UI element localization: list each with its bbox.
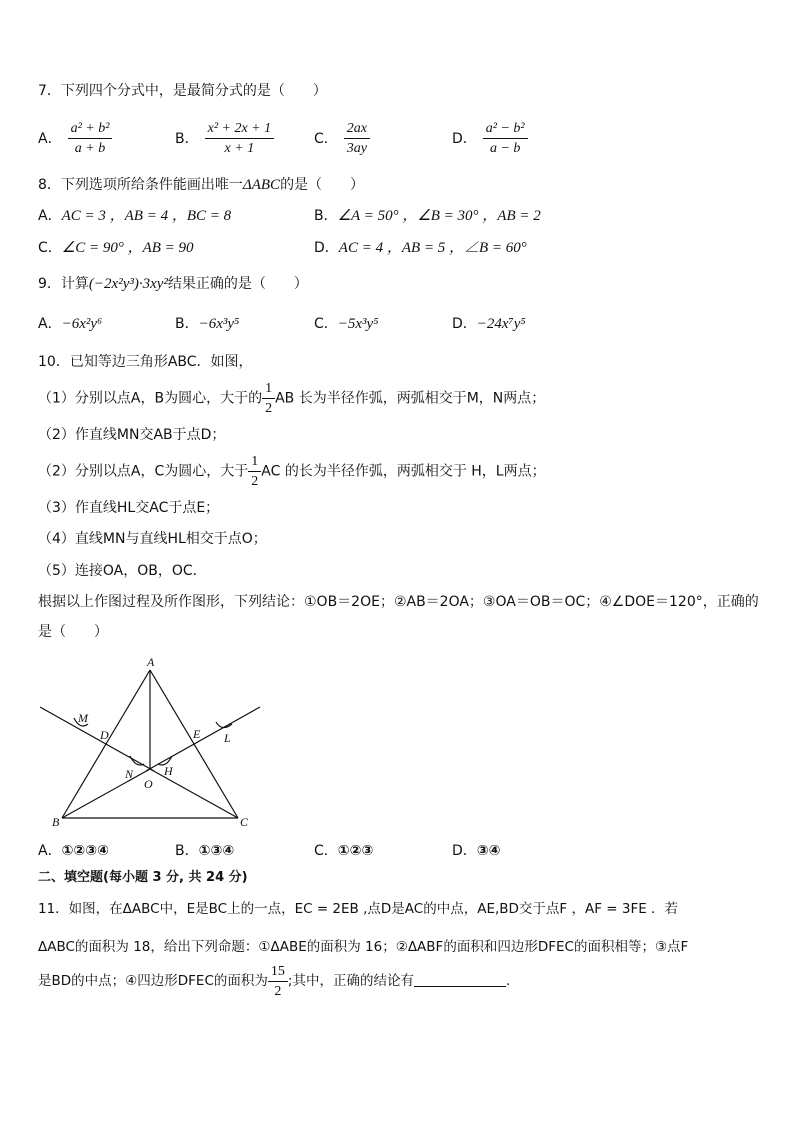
- q8-option-b[interactable]: [314, 206, 541, 226]
- option-label: C．: [314, 316, 338, 332]
- step-text: （1）分别以点A，B为圆心，大于的: [38, 390, 263, 407]
- denominator: 2: [251, 474, 259, 489]
- numerator: 15: [268, 963, 288, 982]
- q10-step-3: [38, 453, 546, 490]
- q11-line-1: 11．如图，在ΔABC中，E是BC上的一点，EC = 2EB ,点D是AC的中点，AE,BD交于点F ，AF = 3FE ．若: [38, 901, 679, 917]
- denominator: 2: [265, 401, 273, 416]
- fraction-half: [248, 453, 261, 490]
- option-text: −24x⁷y⁵: [476, 316, 526, 332]
- q11-text-end: .: [505, 973, 511, 989]
- q8-option-d[interactable]: [314, 238, 527, 258]
- q9-stem-math: (−2x²y³)·3xy²: [88, 276, 168, 292]
- q9-stem-prefix: 9．计算: [38, 276, 89, 292]
- option-label: C．: [38, 240, 62, 256]
- option-text: −6x²y⁶: [61, 316, 103, 332]
- q7-option-a[interactable]: [38, 118, 112, 158]
- line-hl: [146, 707, 260, 771]
- q9-stem: [38, 274, 308, 294]
- q8-stem: [38, 175, 364, 195]
- option-label: B．: [175, 316, 199, 332]
- step-text: （2）分别以点A，C为圆心，大于: [38, 463, 249, 480]
- label-e: E: [193, 727, 201, 741]
- option-label: A．: [38, 316, 62, 332]
- fraction: [344, 120, 370, 157]
- option-text: ①③④: [198, 843, 235, 859]
- fraction-half: [262, 380, 275, 417]
- q10-stem: 10．已知等边三角形ABC．如图，: [38, 354, 253, 370]
- option-text: ③④: [476, 843, 501, 859]
- q7-option-c[interactable]: [314, 118, 370, 158]
- q11-text: ;其中，正确的结论有: [287, 973, 414, 989]
- label-d: D: [100, 728, 109, 742]
- option-label: A．: [38, 208, 62, 224]
- numerator: a² − b²: [483, 120, 528, 139]
- q9-stem-suffix: 结果正确的是（ ）: [167, 276, 308, 292]
- q10-geometry-figure: [36, 652, 268, 832]
- option-text: ①②③④: [61, 843, 109, 859]
- line-mn: [40, 707, 154, 771]
- option-label: D．: [314, 240, 339, 256]
- label-m: M: [78, 711, 88, 725]
- q7-option-b[interactable]: [175, 118, 274, 158]
- option-label: C．: [314, 131, 338, 147]
- step-text: AC 的长为半径作弧，两弧相交于 H，L两点；: [261, 463, 546, 480]
- q11-text: 是BD的中点；④四边形DFEC的面积为: [38, 973, 268, 989]
- option-text: ①②③: [337, 843, 374, 859]
- option-label: C．: [314, 843, 338, 859]
- q11-line-3: [38, 962, 510, 1000]
- q10-conclusion-2: 是（ ）: [38, 624, 108, 640]
- q11-line-2: ΔABC的面积为 18，给出下列命题：①ΔABE的面积为 16；②ΔABF的面积和四边形DFEC的面积相等；③点F: [38, 939, 689, 955]
- q9-option-b[interactable]: [175, 314, 239, 334]
- numerator: a² + b²: [68, 120, 113, 139]
- option-label: D．: [452, 316, 477, 332]
- fraction: [205, 120, 275, 157]
- option-text: −5x³y⁵: [337, 316, 379, 332]
- numerator: 1: [262, 380, 275, 399]
- q7-stem: 7．下列四个分式中，是最简分式的是（ ）: [38, 83, 327, 99]
- answer-blank[interactable]: [414, 972, 506, 987]
- q7-option-d[interactable]: [452, 118, 528, 158]
- option-label: B．: [175, 131, 199, 147]
- q10-step-6: （5）连接OA，OB，OC．: [38, 563, 207, 579]
- denominator: 3ay: [346, 140, 367, 156]
- q8-stem-prefix: 8．下列选项所给条件能画出唯一: [38, 177, 243, 193]
- q9-option-a[interactable]: [38, 314, 102, 334]
- step-text: AB 长为半径作弧，两弧相交于M，N两点；: [275, 390, 546, 407]
- fraction-15-2: [268, 963, 288, 1000]
- q10-option-a[interactable]: [38, 841, 109, 861]
- label-n: N: [125, 767, 134, 781]
- option-label: D．: [452, 131, 477, 147]
- option-label: A．: [38, 843, 62, 859]
- option-label: B．: [175, 843, 199, 859]
- q10-option-c[interactable]: [314, 841, 373, 861]
- denominator: a − b: [489, 140, 521, 156]
- q10-conclusion: 根据以上作图过程及所作图形，下列结论：①OB＝2OE；②AB＝2OA；③OA＝OB＝OC；④∠DOE＝120°，正确的: [38, 594, 759, 610]
- numerator: 2ax: [344, 120, 370, 139]
- option-text: −6x³y⁵: [198, 316, 240, 332]
- q10-step-4: （3）作直线HL交AC于点E；: [38, 500, 220, 516]
- q9-option-d[interactable]: [452, 314, 526, 334]
- numerator: x² + 2x + 1: [205, 120, 275, 139]
- q8-stem-math: ΔABC: [242, 177, 281, 193]
- label-o: O: [144, 777, 153, 791]
- fraction: [483, 120, 528, 157]
- denominator: 2: [274, 983, 282, 999]
- fraction: [68, 120, 113, 157]
- q10-step-5: （4）直线MN与直线HL相交于点O；: [38, 531, 267, 547]
- label-a: A: [147, 655, 155, 669]
- denominator: x + 1: [224, 140, 255, 156]
- option-text: AC = 4 ，AB = 5 ，∠B = 60°: [338, 240, 527, 256]
- q10-option-b[interactable]: [175, 841, 234, 861]
- q8-stem-suffix: 的是（ ）: [280, 177, 365, 193]
- denominator: a + b: [74, 140, 106, 156]
- label-l: L: [224, 731, 231, 745]
- q8-option-c[interactable]: [38, 238, 194, 258]
- option-label: B．: [314, 208, 338, 224]
- label-c: C: [240, 815, 249, 829]
- numerator: 1: [248, 453, 261, 472]
- q7-options: [38, 118, 738, 158]
- option-label: D．: [452, 843, 477, 859]
- q8-option-a[interactable]: [38, 206, 231, 226]
- segment-ob: [62, 769, 150, 818]
- q10-option-d[interactable]: [452, 841, 501, 861]
- option-label: A．: [38, 131, 62, 147]
- option-text: AC = 3 ，AB = 4 ，BC = 8: [61, 208, 232, 224]
- q10-step-2: （2）作直线MN交AB于点D；: [38, 427, 226, 443]
- q10-step-1: [38, 380, 545, 417]
- option-text: ∠C = 90° ，AB = 90: [61, 240, 194, 256]
- label-h: H: [164, 764, 173, 778]
- option-text: ∠A = 50° ，∠B = 30° ，AB = 2: [337, 208, 541, 224]
- q9-option-c[interactable]: [314, 314, 378, 334]
- section-2-title: 二、填空题(每小题 3 分, 共 24 分): [38, 870, 248, 885]
- label-b: B: [52, 815, 60, 829]
